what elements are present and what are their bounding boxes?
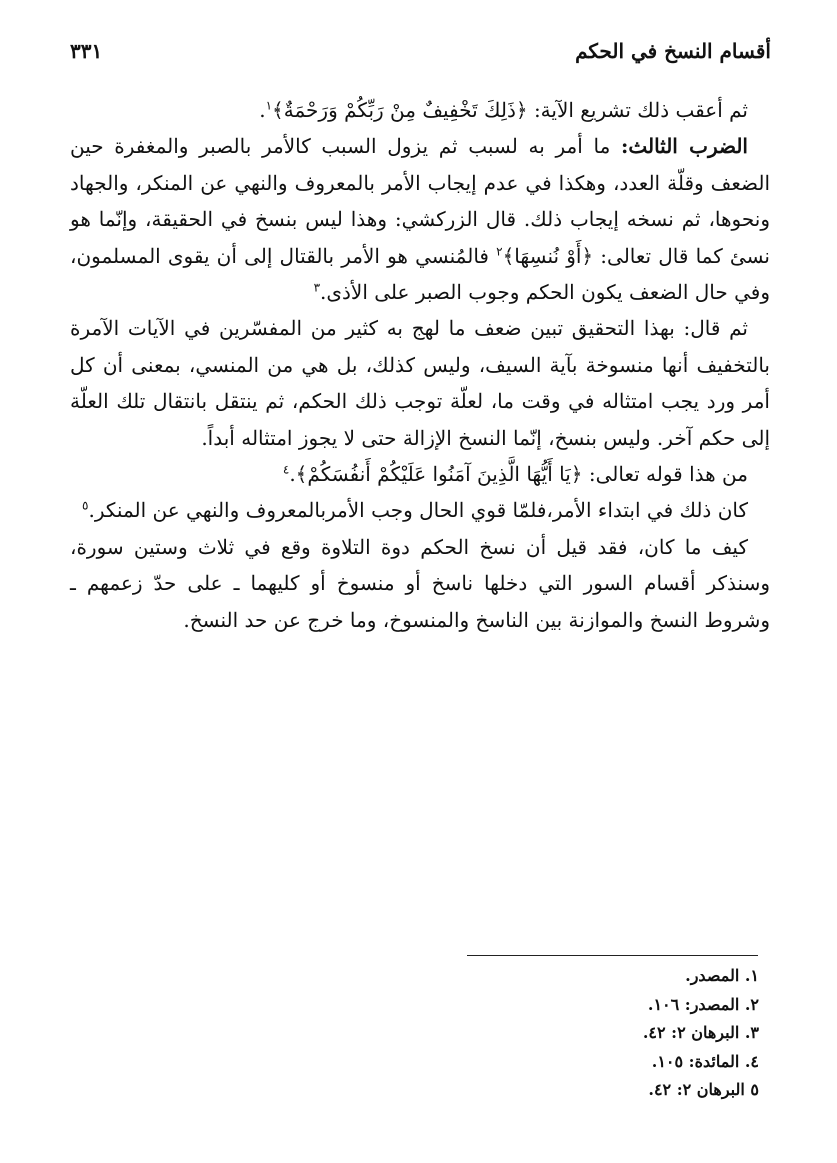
paragraph-text: كان ذلك في ابتداء الأمر،فلمّا قوي الحال وجب الأمربالمعروف والنهي عن المنكر. [88,498,748,523]
running-header [70,34,771,68]
paragraph-2 [70,128,770,310]
footnote-marker: ٢ [496,243,503,258]
footnote-1: ١. المصدر. [685,966,759,985]
footnotes [460,962,759,1105]
footnote-divider [467,955,758,956]
paragraph-1: ثم أعقب ذلك تشريع الآية: ﴿ذَلِكَ تَخْفِيفٌ مِنْ رَبِّكُمْ وَرَحْمَةٌ﴾$^١$. [259,98,748,122]
paragraph-text: كيف ما كان، فقد قيل أن نسخ الحكم دوة التلاوة وقع في ثلاث وستين سورة، وسنذكر أقسام السور التي دخلها ناسخ أو منسوخ أو كليهما ـ على حدّ زعمهم ـ وشروط النسخ والموازنة بين الناسخ والمنسوخ، وما خرج عن حد النسخ. [70,534,770,632]
paragraph-3 [70,310,770,456]
footnote-3: ٣. البرهان ٢: ٤٢. [642,1023,759,1042]
footnote-2: ٢. المصدر: ١٠٦. [647,994,759,1014]
paragraph-text: ما أمر به لسبب ثم يزول السبب كالأمر بالصبر والمغفرة حين الضعف وقلّة العدد، وهكذا في عدم إيجاب الأمر بالمعروف والنهي عن المنكر، والجهاد ونحوها، ثم نسخه إيجاب ذلك. قال الزركشي: وهذا ليس بنسخ في الحقيقة، وإنّما هو نسئ كما قال تعالى: ﴿أَوْ نُنسِهَا﴾ [70,134,771,268]
main-text [70,92,770,638]
footnote-marker: ١ [265,98,273,113]
page-number: ٣٣١ [70,39,103,63]
footnote-marker: ٥ [82,498,89,513]
paragraph-6 [70,529,770,638]
footnote-5: ٥ البرهان ٢: ٤٢. [648,1080,759,1099]
section-lead: الضرب الثالث: [620,134,748,159]
paragraph-text-continued: فالمُنسي هو الأمر بالقتال إلى أن يقوى المسلمون، وفي حال الضعف يكون الحكم وجوب الصبر على الأذى. [70,243,770,305]
paragraph-5 [70,492,770,528]
footnote-marker: ٣ [313,280,321,295]
footnote-marker: ٤ [282,462,290,477]
paragraph-text: ثم أعقب ذلك تشريع الآية: ﴿ذَلِكَ تَخْفِيفٌ مِنْ رَبِّكُمْ وَرَحْمَةٌ﴾ [272,98,748,122]
footnote-4: ٤. المائدة: ١٠٥. [651,1051,759,1071]
paragraph-text: من هذا قوله تعالى: ﴿يَا أَيُّهَا الَّذِينَ آمَنُوا عَلَيْكُمْ أَنفُسَكُمْ﴾. [289,462,748,487]
chapter-title: أقسام النسخ في الحكم [575,39,771,63]
paragraph-4 [70,456,770,492]
paragraph-text: ثم قال: بهذا التحقيق تبين ضعف ما لهج به كثير من المفسّرين في الآيات الآمرة بالتخفيف أنها منسوخة بآية السيف، وليس كذلك، بل هي من المنسي، بمعنى أن كل أمر ورد يجب امتثاله في وقت ما، لعلّة توجب ذلك الحكم، ثم ينتقل بانتقال تلك العلّة إلى حكم آخر. وليس بنسخ، إنّما النسخ الإزالة حتى لا يجوز امتثاله أبداً. [70,316,770,450]
